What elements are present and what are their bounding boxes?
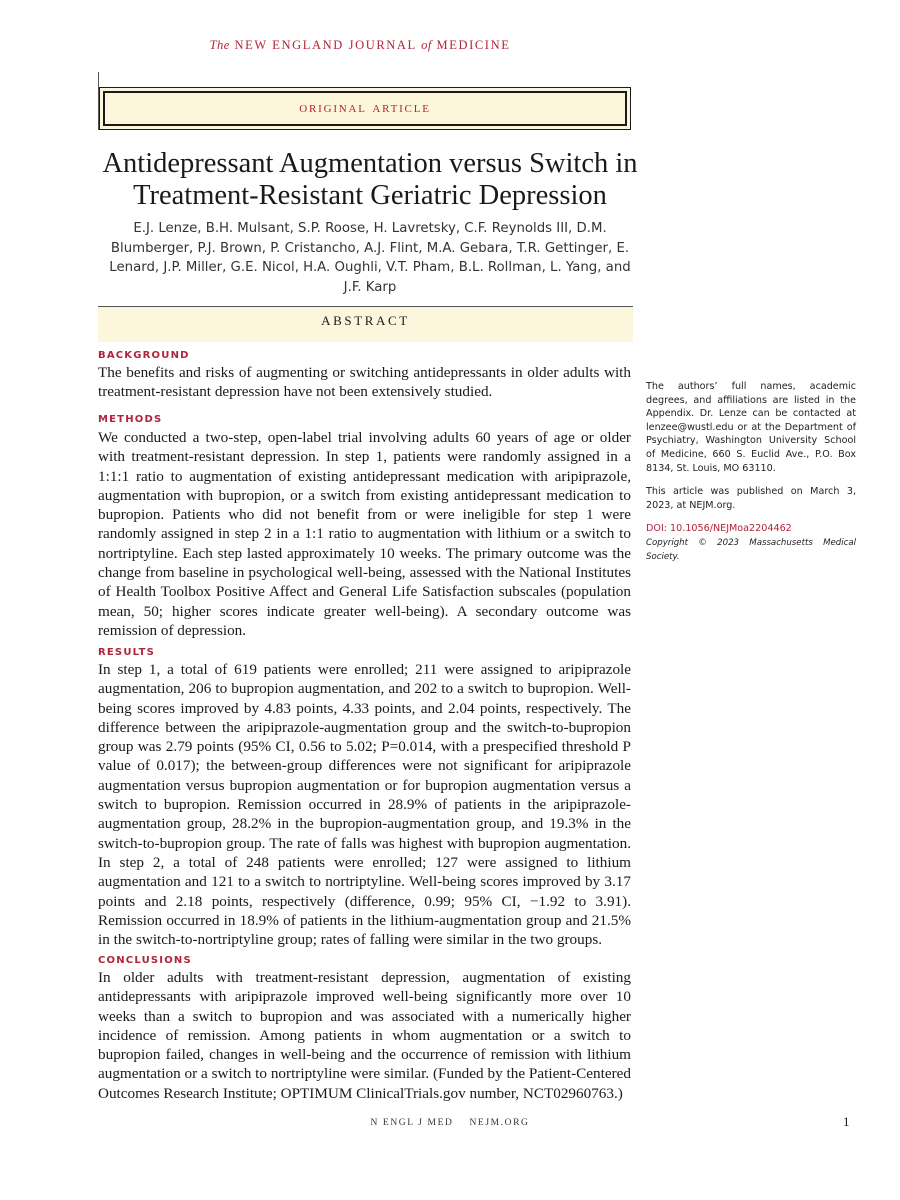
page-number: 1 <box>843 1114 850 1129</box>
article-title: Antidepressant Augmentation versus Switch in Treatment-Resistant Geriatric Depression <box>102 148 638 211</box>
methods-heading: METHODS <box>98 414 163 425</box>
results-text: In step 1, a total of 619 patients were enrolled; 211 were assigned to aripiprazole augmentation, 206 to bupropion augmentation, and 202 to a switch to bupropion. Well-being scores improved by 4.83 points, 4.33 points, and 2.04 points, respectively. The difference between the aripiprazole-augmentation group and the switch-to-bupropion group was 2.79 points (95% CI, 0.56 to 5.02; P=0.014, with a prespecified threshold P value of 0.017); the between-group differences were not significant for aripiprazole augmentation versus bupropion augmentation or for bupropion augmentation versus a switch to bupropion. Remission occurred in 28.9% of patients in the aripiprazole-augmentation group, 28.2% in the bupropion-augmentation group, and 19.3% in the switch-to-bupropion group. The rate of falls was highest with bupropion augmentation. In step 2, a total of 248 patients were enrolled; 127 were assigned to lithium augmentation and 121 to a switch to nortriptyline. Well-being scores improved by 3.17 points and 2.18 points, respectively (difference, 0.99; 95% CI, −1.92 to 3.91). Remission occurred in 18.9% of patients in the lithium-augmentation group and 21.5% in the switch-to-nortriptyline group; rates of falling were similar in the two groups. <box>98 661 631 949</box>
abstract-label: ABSTRACT <box>321 313 410 328</box>
journal-suffix: MEDICINE <box>436 38 511 52</box>
copyright-note: Copyright © 2023 Massachusetts Medical Society. <box>646 537 856 562</box>
publication-note: This article was published on March 3, 2023, at NEJM.org. <box>646 486 856 511</box>
methods-text: We conducted a two-step, open-label trial involving adults 60 years of age or older with treatment-resistant depression. In step 1, patients were randomly assigned in a 1:1:1 ratio to augmentation of existing antidepressant medication with aripiprazole, augmentation with bupropion, or a switch from existing antidepressant medication to bupropion. Patients who did not benefit from or were ineligible for step 1 were randomly assigned in step 2 in a 1:1 ratio to augmentation with lithium or a switch to nortriptyline. Each step lasted approximately 10 weeks. The primary outcome was the change from baseline in psychological well-being, assessed with the National Institutes of Health Toolbox Positive Affect and General Life Satisfaction subscales (population mean, 50; higher scores indicate greater well-being). A secondary outcome was remission of depression. <box>98 429 631 639</box>
conclusions-heading: CONCLUSIONS <box>98 955 192 966</box>
journal-running-head <box>0 38 720 53</box>
results-heading: RESULTS <box>98 647 155 658</box>
journal-name: NEW ENGLAND JOURNAL <box>234 38 417 52</box>
author-list: E.J. Lenze, B.H. Mulsant, S.P. Roose, H. Lavretsky, C.F. Reynolds III, D.M. Blumberger, P.J. Brown, P. Cristancho, A.J. Flint, M.A. Gebara, T.R. Gettinger, E. Lenard, J.P. Miller, G.E. Nicol, H.A. Oughli, V.T. Pham, B.L. Rollman, L. Yang, and J.F. Karp <box>109 221 631 295</box>
author-affiliations-note: The authors’ full names, academic degrees, and affiliations are listed in the Appendix. Dr. Lenze can be contacted at lenzee@wustl.edu or at the Department of Psychiatry, Washington University School of Medicine, 660 S. Euclid Ave., P.O. Box 8134, St. Louis, MO 63110. <box>646 381 856 474</box>
doi-link[interactable]: DOI: 10.1056/NEJMoa2204462 <box>646 523 792 535</box>
article-type-box <box>103 91 627 126</box>
footer-journal-abbrev: N ENGL J MED <box>370 1118 454 1128</box>
journal-prefix: The <box>209 38 230 52</box>
footer-website: NEJM.ORG <box>469 1118 530 1128</box>
page-footer <box>0 1118 900 1128</box>
journal-of: of <box>421 38 432 52</box>
article-type-label: original article <box>299 100 431 116</box>
side-notes <box>646 380 856 564</box>
abstract-header-bar <box>98 306 633 342</box>
background-text: The benefits and risks of augmenting or switching antidepressants in older adults with treatment-resistant depression have not been extensively studied. <box>98 364 631 401</box>
background-heading: BACKGROUND <box>98 350 190 361</box>
header-rule <box>98 72 99 130</box>
conclusions-text: In older adults with treatment-resistant depression, augmentation of existing antidepressants with aripiprazole improved well-being significantly more over 10 weeks than a switch to bupropion and was associated with a numerically higher incidence of remission. Among patients in whom augmentation or a switch to bupropion failed, changes in well-being and the occurrence of remission with lithium augmentation or a switch to nortriptyline were similar. (Funded by the Patient-Centered Outcomes Research Institute; OPTIMUM ClinicalTrials.gov number, NCT02960763.) <box>98 969 631 1102</box>
